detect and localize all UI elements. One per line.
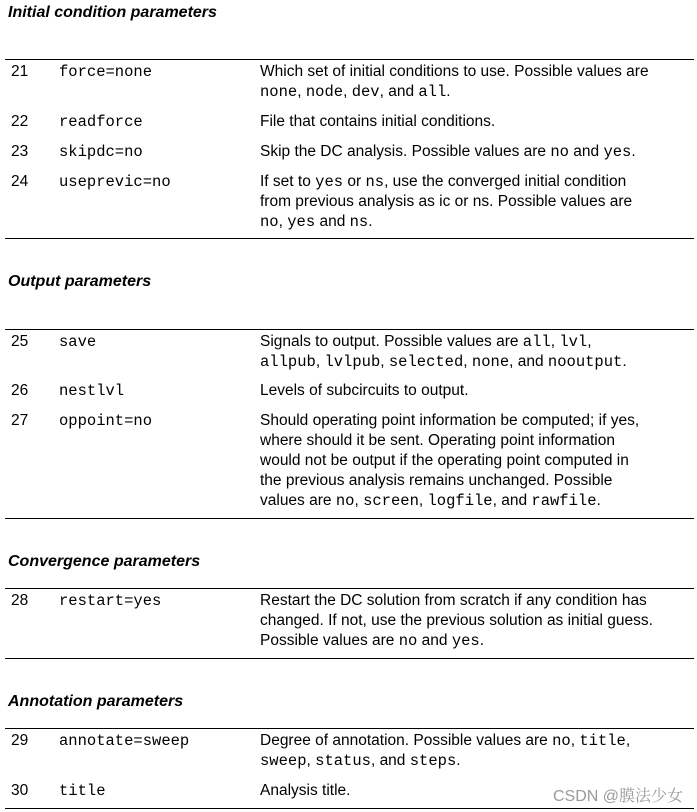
description-line: [260, 332, 692, 352]
description-text: would not be output if the operating point computed in: [260, 452, 629, 469]
description-text: values are: [260, 492, 336, 509]
parameter-name: useprevic=no: [59, 173, 171, 191]
description-line: [260, 381, 692, 401]
code-value: node: [305, 83, 344, 101]
description-text: ,: [380, 353, 389, 370]
description-line: [260, 192, 692, 212]
description-line: [260, 491, 692, 511]
description-text: ,: [315, 353, 325, 370]
parameter-description: [260, 332, 692, 372]
description-text: , and: [370, 752, 410, 769]
table-top-rule: [5, 728, 694, 729]
parameter-description: [260, 731, 692, 771]
parameter-description: [260, 142, 692, 162]
description-text: Skip the DC analysis. Possible values are: [260, 143, 551, 160]
description-text: ,: [587, 333, 592, 350]
description-text: and: [568, 143, 604, 160]
description-line: [260, 451, 692, 471]
parameter-name: restart=yes: [59, 592, 162, 610]
code-value: all: [418, 83, 447, 101]
description-text: Which set of initial conditions to use. Possible values are: [260, 63, 649, 80]
parameter-description: [260, 172, 692, 232]
description-text: , use the converged initial condition: [384, 173, 627, 190]
code-value: no: [335, 492, 355, 510]
table-bottom-rule: [5, 808, 694, 809]
row-number: 30: [11, 782, 29, 799]
description-text: , and: [379, 83, 419, 100]
description-text: Degree of annotation. Possible values are: [260, 732, 553, 749]
description-text: , and: [492, 492, 532, 509]
description-text: Restart the DC solution from scratch if any condition has: [260, 592, 647, 609]
table-top-rule: [5, 588, 694, 589]
description-text: Signals to output. Possible values are: [260, 333, 523, 350]
table-bottom-rule: [5, 518, 694, 519]
description-text: from previous analysis as ic or ns. Possible values are: [260, 193, 633, 210]
description-line: [260, 471, 692, 491]
description-text: and: [315, 213, 350, 230]
code-value: selected: [388, 353, 464, 371]
description-text: ,: [278, 213, 288, 230]
description-line: [260, 62, 692, 82]
description-text: Possible values are: [260, 632, 399, 649]
description-line: [260, 631, 692, 651]
description-text: .: [479, 632, 485, 649]
section-title-output: Output parameters: [8, 273, 152, 290]
description-line: [260, 411, 692, 431]
row-number: 26: [11, 382, 29, 399]
description-text: ,: [418, 492, 428, 509]
code-value: screen: [363, 492, 419, 510]
description-line: [260, 142, 692, 162]
parameter-name: save: [59, 333, 97, 351]
code-value: lvlpub: [324, 353, 381, 371]
code-value: steps: [409, 752, 457, 770]
section-title-convergence: Convergence parameters: [8, 553, 201, 570]
description-line: [260, 82, 692, 102]
code-value: none: [471, 353, 510, 371]
description-text: ,: [343, 83, 352, 100]
parameter-name: readforce: [59, 113, 143, 131]
parameter-name: annotate=sweep: [59, 732, 190, 750]
code-value: logfile: [427, 492, 493, 510]
table-top-rule: [5, 59, 694, 60]
description-text: the previous analysis remains unchanged. Possible: [260, 472, 613, 489]
row-number: 21: [11, 63, 29, 80]
code-value: sweep: [260, 752, 307, 770]
code-value: allpub: [260, 353, 316, 371]
code-value: none: [260, 83, 298, 101]
parameter-name: force=none: [59, 63, 153, 81]
code-value: title: [579, 732, 626, 750]
description-text: If set to: [260, 173, 316, 190]
code-value: no: [260, 213, 279, 231]
description-line: [260, 611, 692, 631]
row-number: 29: [11, 732, 29, 749]
description-line: [260, 431, 692, 451]
description-text: ,: [463, 353, 472, 370]
description-text: and: [417, 632, 452, 649]
description-text: .: [622, 353, 627, 370]
description-text: ,: [570, 732, 580, 749]
parameter-name: skipdc=no: [59, 143, 143, 161]
description-text: ,: [297, 83, 306, 100]
description-text: or: [343, 173, 366, 190]
code-value: no: [550, 143, 569, 161]
code-value: ns: [365, 173, 385, 191]
description-text: , and: [509, 353, 548, 370]
row-number: 24: [11, 173, 29, 190]
description-text: ,: [625, 732, 631, 749]
description-text: .: [446, 83, 451, 100]
description-line: [260, 172, 692, 192]
code-value: yes: [287, 213, 316, 231]
description-text: .: [456, 752, 461, 769]
parameter-description: [260, 62, 692, 102]
description-text: Levels of subcircuits to output.: [260, 382, 469, 399]
row-number: 22: [11, 113, 29, 130]
description-text: where should it be sent. Operating point information: [260, 432, 615, 449]
description-text: File that contains initial conditions.: [260, 113, 496, 130]
description-text: Analysis title.: [260, 782, 351, 799]
code-value: all: [522, 333, 551, 351]
csdn-watermark: CSDN @膜法少女: [552, 788, 683, 805]
description-text: Should operating point information be computed; if yes,: [260, 412, 640, 429]
description-line: [260, 731, 692, 751]
table-bottom-rule: [5, 658, 694, 659]
description-text: ,: [354, 492, 364, 509]
code-value: yes: [315, 173, 344, 191]
description-text: ,: [306, 752, 316, 769]
code-value: lvl: [559, 333, 588, 351]
code-value: yes: [603, 143, 632, 161]
parameter-description: [260, 411, 692, 511]
description-text: .: [596, 492, 601, 509]
row-number: 28: [11, 592, 29, 609]
parameter-description: [260, 381, 692, 401]
description-text: .: [368, 213, 373, 230]
section-title-annotation: Annotation parameters: [8, 693, 184, 710]
description-text: .: [631, 143, 636, 160]
code-value: yes: [451, 632, 480, 650]
parameter-description: [260, 591, 692, 651]
parameter-name: title: [59, 782, 106, 800]
parameter-description: [260, 112, 692, 132]
table-top-rule: [5, 329, 694, 330]
row-number: 23: [11, 143, 29, 160]
parameter-name: oppoint=no: [59, 412, 153, 430]
description-line: [260, 212, 692, 232]
code-value: ns: [349, 213, 369, 231]
row-number: 27: [11, 412, 29, 429]
section-title-initial-condition: Initial condition parameters: [8, 4, 217, 21]
table-bottom-rule: [5, 238, 694, 239]
description-line: [260, 591, 692, 611]
code-value: status: [315, 752, 371, 770]
code-value: no: [398, 632, 418, 650]
code-value: dev: [351, 83, 380, 101]
description-line: [260, 112, 692, 132]
code-value: rawfile: [531, 492, 597, 510]
description-text: changed. If not, use the previous solution as initial guess.: [260, 612, 653, 629]
description-line: [260, 352, 692, 372]
code-value: no: [552, 732, 571, 750]
description-line: [260, 751, 692, 771]
code-value: nooutput: [547, 353, 623, 371]
description-text: ,: [550, 333, 560, 350]
parameter-name: nestlvl: [59, 382, 125, 400]
row-number: 25: [11, 333, 29, 350]
